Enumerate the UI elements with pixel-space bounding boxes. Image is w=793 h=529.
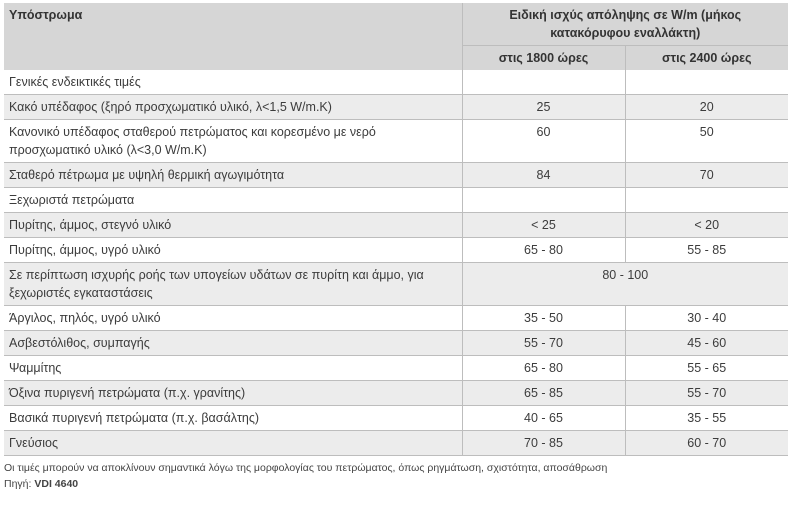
- source-value: VDI 4640: [34, 478, 79, 490]
- combined-value: 80 - 100: [462, 263, 788, 306]
- section-row: [4, 188, 788, 213]
- value-1800-hours: [462, 188, 625, 213]
- value-1800-hours: 35 - 50: [462, 306, 625, 331]
- header-2400-hours: στις 2400 ώρες: [625, 46, 788, 71]
- value-1800-hours: 60: [462, 120, 625, 163]
- section-row: [4, 70, 788, 95]
- table-row: [4, 263, 788, 306]
- table-header-row: [4, 3, 788, 46]
- table-row: [4, 431, 788, 456]
- value-2400-hours: [625, 188, 788, 213]
- source-label: Πηγή:: [4, 478, 32, 490]
- value-2400-hours: 50: [625, 120, 788, 163]
- value-2400-hours: 20: [625, 95, 788, 120]
- document: [4, 3, 788, 492]
- value-2400-hours: 30 - 40: [625, 306, 788, 331]
- value-1800-hours: 70 - 85: [462, 431, 625, 456]
- value-1800-hours: 65 - 80: [462, 356, 625, 381]
- substrate-label: Ψαμμίτης: [4, 356, 462, 381]
- table-row: [4, 163, 788, 188]
- substrate-label: Σε περίπτωση ισχυρής ροής των υπογείων υδάτων σε πυρίτη και άμμο, για ξεχωριστές εγκαταστάσεις: [4, 263, 462, 306]
- value-2400-hours: 70: [625, 163, 788, 188]
- section-label: Γενικές ενδεικτικές τιμές: [4, 70, 462, 95]
- footnote: Οι τιμές μπορούν να αποκλίνουν σημαντικά λόγω της μορφολογίας του πετρώματος, όπως ρηγμάτωση, σχιστότητα, αποσάθρωση: [4, 462, 608, 474]
- value-1800-hours: [462, 70, 625, 95]
- heat-extraction-table: [4, 3, 788, 456]
- value-2400-hours: [625, 70, 788, 95]
- value-2400-hours: 45 - 60: [625, 331, 788, 356]
- table-row: [4, 238, 788, 263]
- header-substrate: Υπόστρωμα: [4, 3, 462, 70]
- table-row: [4, 95, 788, 120]
- substrate-label: Σταθερό πέτρωμα με υψηλή θερμική αγωγιμότητα: [4, 163, 462, 188]
- value-2400-hours: 60 - 70: [625, 431, 788, 456]
- value-1800-hours: 65 - 85: [462, 381, 625, 406]
- table-row: [4, 406, 788, 431]
- substrate-label: Κανονικό υπέδαφος σταθερού πετρώματος και κορεσμένο με νερό προσχωματικό υλικό (λ<3,0 W/m.K): [4, 120, 462, 163]
- substrate-label: Πυρίτης, άμμος, στεγνό υλικό: [4, 213, 462, 238]
- table-body: [4, 70, 788, 456]
- substrate-label: Άργιλος, πηλός, υγρό υλικό: [4, 306, 462, 331]
- table-row: [4, 213, 788, 238]
- value-2400-hours: 55 - 70: [625, 381, 788, 406]
- table-row: [4, 331, 788, 356]
- value-1800-hours: 65 - 80: [462, 238, 625, 263]
- section-label: Ξεχωριστά πετρώματα: [4, 188, 462, 213]
- value-2400-hours: 55 - 65: [625, 356, 788, 381]
- value-1800-hours: 25: [462, 95, 625, 120]
- source-line: [4, 476, 788, 492]
- table-row: [4, 306, 788, 331]
- value-1800-hours: 55 - 70: [462, 331, 625, 356]
- value-1800-hours: 40 - 65: [462, 406, 625, 431]
- substrate-label: Γνεύσιος: [4, 431, 462, 456]
- table-row: [4, 356, 788, 381]
- header-1800-hours: στις 1800 ώρες: [462, 46, 625, 71]
- substrate-label: Όξινα πυριγενή πετρώματα (π.χ. γρανίτης): [4, 381, 462, 406]
- value-2400-hours: < 20: [625, 213, 788, 238]
- value-2400-hours: 55 - 85: [625, 238, 788, 263]
- substrate-label: Βασικά πυριγενή πετρώματα (π.χ. βασάλτης): [4, 406, 462, 431]
- substrate-label: Κακό υπέδαφος (ξηρό προσχωματικό υλικό, λ<1,5 W/m.K): [4, 95, 462, 120]
- table-row: [4, 381, 788, 406]
- value-1800-hours: 84: [462, 163, 625, 188]
- header-specific-power: Ειδική ισχύς απόληψης σε W/m (μήκος κατακόρυφου εναλλάκτη): [462, 3, 788, 46]
- substrate-label: Πυρίτης, άμμος, υγρό υλικό: [4, 238, 462, 263]
- table-footer: [4, 460, 788, 492]
- value-1800-hours: < 25: [462, 213, 625, 238]
- value-2400-hours: 35 - 55: [625, 406, 788, 431]
- substrate-label: Ασβεστόλιθος, συμπαγής: [4, 331, 462, 356]
- table-row: [4, 120, 788, 163]
